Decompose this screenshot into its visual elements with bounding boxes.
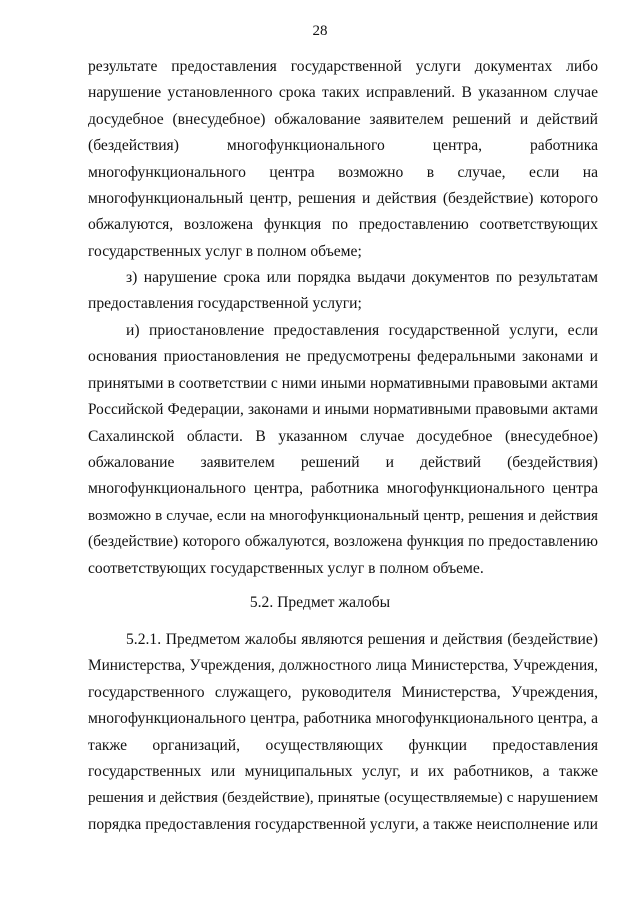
list-item-z (88, 265, 598, 318)
list-item-i (88, 318, 598, 582)
page-number: 28 (312, 23, 328, 39)
text-line: нарушение установленного срока таких исправлений. В указанном случае (88, 84, 598, 102)
text-line: основания приостановления не предусмотрены федеральными законами и (88, 348, 598, 366)
text-line: обжалование заявителем решений и действий (бездействия) (88, 453, 598, 471)
text-line: и) приостановление предоставления государственной услуги, если (126, 322, 598, 339)
text-line: соответствующих государственных услуг в полном объеме. (88, 559, 484, 577)
text-line: Российской Федерации, законами и иными нормативными правовыми актами (88, 401, 598, 419)
paragraph-5-2-1 (88, 627, 598, 838)
text-line: также организаций, осуществляющих функции предоставления (88, 736, 598, 754)
text-line: многофункциональный центр, решения и действия (бездействие) которого (88, 189, 598, 207)
text-line: досудебное (внесудебное) обжалование заявителем решений и действий (88, 110, 598, 128)
text-line: принятыми в соответствии с ними иными нормативными правовыми актами (88, 374, 598, 392)
text-line: государственных или муниципальных услуг, и их работников, а также (88, 762, 598, 780)
text-line: 5.2.1. Предметом жалобы являются решения и действия (бездействие) (126, 631, 598, 648)
text-line: государственных услуг в полном объеме; (88, 242, 362, 260)
text-line: Сахалинской области. В указанном случае досудебное (внесудебное) (88, 427, 598, 445)
paragraph-continuation (88, 54, 598, 265)
text-line: многофункционального центра возможно в случае, если на (88, 163, 598, 181)
text-line: (бездействия) многофункционального центра, работника (88, 137, 598, 155)
text-line: порядка предоставления государственной услуги, а также неисполнение или (88, 815, 598, 833)
text-line: обжалуются, возложена функция по предоставлению соответствующих (88, 216, 598, 234)
text-line: (бездействие) которого обжалуются, возложена функция по предоставлению (88, 533, 598, 551)
text-line: возможно в случае, если на многофункциональный центр, решения и действия (88, 507, 598, 524)
text-line: результате предоставления государственной услуги документах либо (88, 58, 598, 75)
text-line: государственного служащего, руководителя Министерства, Учреждения, (88, 683, 598, 701)
text-line: решения и действия (бездействие), принятые (осуществляемые) с нарушением (88, 790, 598, 807)
section-heading: 5.2. Предмет жалобы (249, 594, 391, 611)
text-line: многофункционального центра, работника многофункционального центра, а (88, 710, 598, 728)
text-line: многофункционального центра, работника многофункционального центра (88, 480, 598, 498)
text-line: Министерства, Учреждения, должностного лица Министерства, Учреждения, (88, 657, 598, 675)
text-line: з) нарушение срока или порядка выдачи документов по результатам (126, 269, 598, 286)
text-line: предоставления государственной услуги; (88, 295, 362, 313)
